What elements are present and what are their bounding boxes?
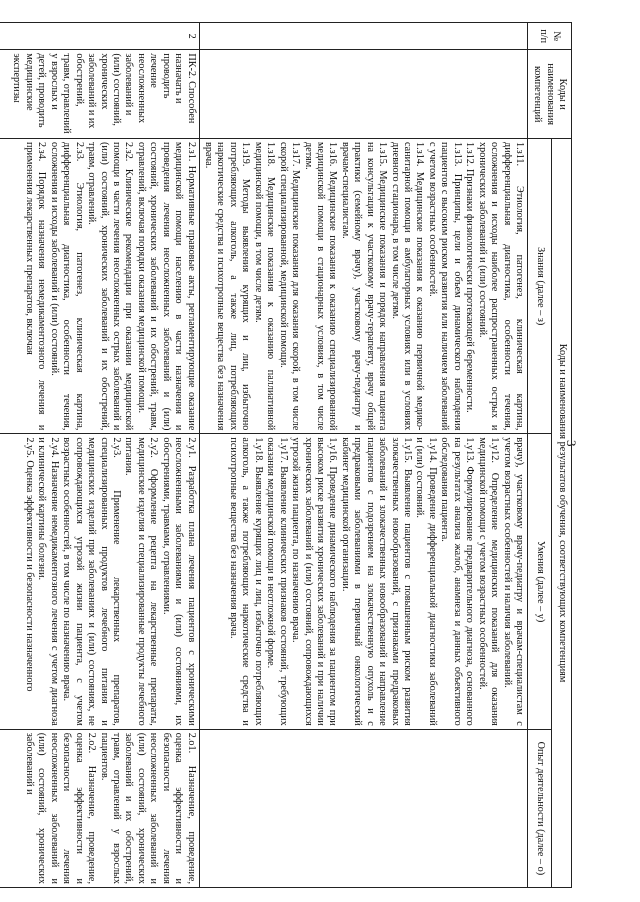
competency-table <box>0 22 572 888</box>
row-number <box>199 23 527 50</box>
header-code: Коды и наименования компетенций <box>528 50 572 139</box>
knowledge-item: 1.з17. Медицинские показания для оказания скорой, в том числе скорой специализированной, медицинской помощи. <box>277 142 302 431</box>
skills-item: 1.у15. Выявление пациентов с повышенным риском развития злокачественных новообразований, с признаками предраковых заболеваний и злокачественных новообразований и направление пациентов с подозрением на злокачественную опухоль и с предраковыми заболеваниями в первичный онкологический кабинет медицинской организации. <box>339 437 414 726</box>
skills-item: 2.у4. Назначение немедикаментозного лечения с учетом диагноза и клинической картины болезни. <box>36 437 60 726</box>
competency-code: ПК-2. Способен назначать и проводить лечение неосложненных заболеваний и (или) состояний, хронических заболеваний и их обострений, травм, отравлений у взрослых и детей, проводить медицинские экспертизы <box>0 50 199 139</box>
knowledge-item: 1.з19. Методы выявления курящих и лиц, избыточно потребляющих алкоголь, а также лиц, потребляющих наркотические средства и психотропные вещества без назначения врача. <box>203 142 252 431</box>
skills-item: 1.у17. Выявление клинических признаков состояний, требующих оказания медицинской помощи в неотложной форме. <box>265 437 289 726</box>
knowledge-item: 1.з11. Этиология, патогенез, клиническая картина, дифференциальная диагностика, особенности течения, осложнения и исходы наиболее распространенных острых и хронических заболеваний и (или) состояний. <box>476 142 525 431</box>
page-number: 3 <box>564 440 579 447</box>
knowledge-item: 1.з16. Медицинские показания к оказанию специализированной медицинской помощи в стационарных условиях, в том числе детям. <box>302 142 339 431</box>
row-number: 2 <box>0 23 199 50</box>
knowledge-item: 1.з18. Медицинские показания к оказанию паллиативной медицинской помощи, в том числе детям. <box>252 142 277 431</box>
experience-item: 2.о2. Назначение, проведение, оценка эффективности и безопасности лечения неосложненных заболеваний и (или) состояний, хронических заболеваний и <box>23 732 98 884</box>
table-body <box>0 23 528 888</box>
table-row <box>199 23 527 888</box>
skills-cell <box>0 434 199 729</box>
skills-item: 1.у13. Формулирование предварительного диагноза, основанного на результатах анализа жалоб, анамнеза и данных объективного обследования пациента. <box>439 437 476 726</box>
skills-item: 2.у3. Применение лекарственных препаратов, специализированных продуктов лечебного питания и медицинских изделий при заболеваниях и (или) состояниях, не сопровождающихся угрозой жизни пациента, с учетом возрастных особенностей, в том числе по назначению врача. <box>61 437 122 726</box>
experience-cell <box>0 729 199 887</box>
skills-item: 2.у1. Разработка плана лечения пациентов с хроническими неосложненными заболеваниями и (или) состояниями, их обострениями, травмами, отравлениями. <box>160 437 197 726</box>
skills-item: 1.у18. Выявление курящих лиц и лиц, избыточно потребляющих алкоголь, а также потребляющих наркотические средства и психотропные вещества без назначения врача. <box>227 437 264 726</box>
competency-code <box>199 50 527 139</box>
skills-item: врачу), участковому врачу-педиатру и врачам-специалистам с учетом возрастных особенностей и наличия заболеваний. <box>501 437 525 726</box>
knowledge-item: 2.з2. Клинические рекомендации при оказании медицинской помощи в части лечения неосложненных острых заболеваний и (или) состояний, хронических заболеваний и их обострений, травм, отравлений. <box>86 142 135 431</box>
skills-item: 2.у2. Оформление рецепта на лекарственные препараты, медицинские изделия и специализированные продукты лечебного питания. <box>123 437 160 726</box>
header-num: № п/п <box>528 23 572 50</box>
header-skills: Умения (далее – у) <box>528 434 552 729</box>
knowledge-item: 2.з4. Порядок назначения немедикаментозного лечения и применения лекарственных препаратов, включая <box>23 142 48 431</box>
skills-item: 2.у5. Оценка эффективности и безопасности назначенного <box>23 437 35 692</box>
knowledge-cell <box>0 139 199 434</box>
knowledge-item: 1.з14. Медицинские показания к оказанию первичной медико-санитарной помощи в амбулаторных условиях или в условиях дневного стационара, в том числе детям. <box>389 142 426 431</box>
skills-item: 1.у12. Определение медицинских показаний для оказания медицинской помощи с учетом возрастных особенностей. <box>476 437 501 726</box>
knowledge-item: 2.з3. Этиология, патогенез, клиническая картина, дифференциальная диагностика, особенности течения, осложнения и исходы заболеваний и (или) состояний. <box>48 142 85 431</box>
knowledge-item: 1.з13. Принципы, цели и объем динамического наблюдения пациентов с высоким риском развития или наличием заболеваний с учетом возрастных особенностей. <box>426 142 463 431</box>
knowledge-cell <box>199 139 527 434</box>
knowledge-item: 1.з15. Медицинские показания и порядок направления пациента на консультации к участковому врачу-терапевту, врачу общей практики (семейному врачу), участковому врачу-педиатру и врачам-специалистам. <box>339 142 389 431</box>
skills-cell <box>199 434 527 729</box>
knowledge-item: 1.з12. Признаки физиологически протекающей беременности. <box>464 142 476 413</box>
header-results-group: Коды и наименования результатов обучения, соответствующих компетенциям <box>552 139 572 888</box>
skills-item: 1.у14. Проведение дифференциальной диагностики заболеваний и (или) состояний. <box>414 437 438 726</box>
table-row <box>0 23 199 888</box>
experience-cell <box>199 729 527 887</box>
experience-item: 2.о1. Назначение, проведение, оценка эффективности и безопасности лечения неосложненных заболеваний и (или) состояний, хронических заболеваний и их обострений, травм, отравлений у взрослых пациентов. <box>98 732 197 884</box>
header-experience: Опыт деятельности (далее – о) <box>528 729 552 887</box>
header-knowledge: Знания (далее – з) <box>528 139 552 434</box>
skills-item: 1.у16. Проведение динамического наблюдения за пациентом при высоком риске развития хронических заболеваний и при наличии хронических заболеваний и (или) состояний, сопровождающихся угрозой жизни пациента, по назначению врача. <box>290 437 339 726</box>
rotated-document-page <box>11 22 572 888</box>
knowledge-item: 2.з1. Нормативные правовые акты, регламентирующие оказание медицинской помощи населению в части назначения и проведения лечения неосложненных заболеваний и (или) состояний, хронических заболеваний и их обострений, травм, отравлений, включая порядки оказания медицинской помощи. <box>135 142 197 431</box>
